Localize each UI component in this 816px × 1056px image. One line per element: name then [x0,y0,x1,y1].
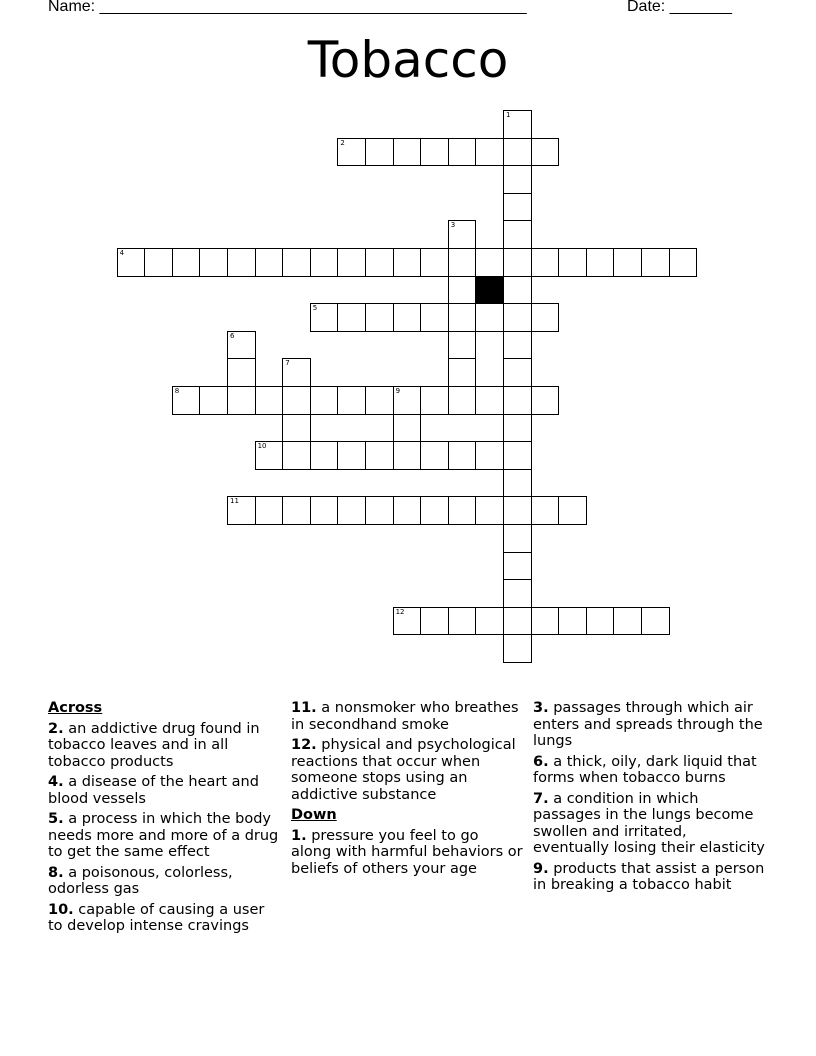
crossword-cell[interactable] [227,248,256,277]
crossword-cell[interactable] [365,248,394,277]
clue-number: 11 [230,497,239,506]
across-clue [48,721,280,771]
down-clue [533,791,765,857]
crossword-cell[interactable] [448,331,477,360]
clue-text: a nonsmoker who breathes in secondhand smoke [291,700,519,733]
clue-number: 1 [506,111,511,119]
crossword-cell[interactable] [503,193,532,222]
crossword-cell[interactable] [255,248,284,277]
clue-text: products that assist a person in breaking a tobacco habit [533,860,765,893]
crossword-cell[interactable] [365,496,394,525]
crossword-cell[interactable] [641,248,670,277]
clue-num: 4. [48,774,64,790]
crossword-cell[interactable] [144,248,173,277]
clue-text: physical and psychological reactions that occur when someone stops using an addictive substance [291,737,516,803]
crossword-cell[interactable] [531,248,560,277]
crossword-cell[interactable] [117,248,146,277]
crossword-cell[interactable] [172,248,201,277]
crossword-cell[interactable] [255,441,284,470]
clue-text: a disease of the heart and blood vessels [48,774,259,807]
crossword-cell[interactable] [365,441,394,470]
crossword-cell[interactable] [669,248,698,277]
crossword-cell[interactable] [255,386,284,415]
clue-number: 4 [119,249,125,257]
clue-num: 5. [48,811,64,827]
crossword-cell[interactable] [475,386,504,415]
crossword-cell[interactable] [448,138,477,167]
crossword-cell[interactable] [503,276,532,305]
crossword-cell[interactable] [337,303,366,332]
crossword-cell[interactable] [420,138,449,167]
clues-heading: Down [291,807,337,823]
crossword-cell[interactable] [393,138,422,167]
crossword-cell[interactable] [448,358,477,387]
crossword-cell[interactable] [310,496,339,525]
date-field[interactable]: Date: _______ [627,0,732,15]
crossword-cell[interactable] [531,607,560,636]
crossword-cell[interactable] [393,386,422,415]
crossword-cell[interactable] [503,165,532,194]
crossword-cell[interactable] [503,331,532,360]
page-title: Tobacco [307,31,509,89]
crossword-cell[interactable] [448,220,477,249]
clue-num: 12. [291,737,317,753]
crossword-cell[interactable] [503,358,532,387]
crossword-cell[interactable] [613,248,642,277]
clue-text: passages through which air enters and spreads through the lungs [533,700,763,749]
crossword-cell[interactable] [475,496,504,525]
crossword-cell[interactable] [475,248,504,277]
crossword-cell[interactable] [393,607,422,636]
crossword-cell[interactable] [337,441,366,470]
crossword-cell[interactable] [393,414,422,443]
clue-text: a condition in which passages in the lungs become swollen and irritated, eventually losing their elasticity [533,790,765,856]
crossword-cell[interactable] [448,276,477,305]
crossword-cell[interactable] [393,303,422,332]
clue-text: a poisonous, colorless, odorless gas [48,864,233,897]
across-clue [291,737,523,803]
crossword-cell[interactable] [255,496,284,525]
clue-text: a thick, oily, dark liquid that forms when tobacco burns [533,753,757,786]
clue-number: 9 [395,387,401,395]
crossword-cell[interactable] [448,386,477,415]
clue-num: 10. [48,901,74,918]
across-clue [48,811,280,861]
clues-column-3 [533,700,765,898]
crossword-cell[interactable] [310,441,339,470]
across-clue [48,902,280,935]
clue-num: 6. [533,753,549,770]
crossword-cell[interactable] [337,386,366,415]
crossword-cell[interactable] [531,138,560,167]
crossword-cell[interactable] [310,248,339,277]
crossword-cell[interactable] [227,386,256,415]
crossword-cell[interactable] [282,414,311,443]
crossword-cell[interactable] [282,441,311,470]
across-clue [48,774,280,807]
crossword-cell[interactable] [393,441,422,470]
clue-num: 7. [533,790,549,807]
crossword-cell[interactable] [503,303,532,332]
clues-column-2 [291,700,523,881]
clue-num: 8. [48,864,64,881]
crossword-cell[interactable] [448,441,477,470]
crossword-cell[interactable] [503,110,532,139]
crossword-cell[interactable] [420,607,449,636]
crossword-cell[interactable] [448,248,477,277]
crossword-cell[interactable] [531,386,560,415]
crossword-cell[interactable] [199,386,228,415]
name-field[interactable]: Name: ________________________________________________ [48,0,527,15]
crossword-cell[interactable] [337,138,366,167]
crossword-cell[interactable] [475,607,504,636]
crossword-cell[interactable] [641,607,670,636]
clue-text: an addictive drug found in tobacco leaves and in all tobacco products [48,720,260,770]
crossword-cell[interactable] [586,248,615,277]
crossword-cell[interactable] [475,303,504,332]
crossword-cell[interactable] [420,303,449,332]
crossword-cell[interactable] [420,496,449,525]
crossword-cell[interactable] [282,496,311,525]
crossword-cell[interactable] [365,138,394,167]
crossword-cell[interactable] [558,607,587,636]
crossword-cell[interactable] [531,303,560,332]
crossword-cell[interactable] [199,248,228,277]
crossword-cell[interactable] [420,248,449,277]
crossword-cell[interactable] [448,607,477,636]
clue-text: capable of causing a user to develop intense cravings [48,901,265,934]
crossword-cell[interactable] [503,138,532,167]
clue-num: 2. [48,720,64,737]
crossword-cell[interactable] [531,496,560,525]
crossword-cell[interactable] [503,552,532,581]
crossword-cell[interactable] [227,358,256,387]
crossword-cell[interactable] [586,607,615,636]
crossword-cell[interactable] [503,248,532,277]
crossword-cell[interactable] [475,138,504,167]
clues-heading: Across [48,700,103,716]
clue-num: 11. [291,700,317,716]
crossword-cell[interactable] [310,386,339,415]
down-clue [533,700,765,750]
crossword-cell[interactable] [337,496,366,525]
crossword-cell[interactable] [282,358,311,387]
crossword-cell[interactable] [282,386,311,415]
clue-number: 7 [285,359,290,368]
crossword-cell[interactable] [503,496,532,525]
crossword-cell[interactable] [475,441,504,470]
clue-num: 9. [533,860,549,877]
down-clue [533,754,765,787]
clue-number: 10 [257,442,267,451]
crossword-cell[interactable] [420,441,449,470]
clue-text: pressure you feel to go along with harmful behaviors or beliefs of others your age [291,827,523,877]
across-clue [291,700,523,733]
crossword-cell[interactable] [282,248,311,277]
crossword-cell[interactable] [393,496,422,525]
clue-text: a process in which the body needs more and more of a drug to get the same effect [48,811,279,860]
crossword-cell[interactable] [503,607,532,636]
clue-number: 2 [340,138,345,147]
down-clue [533,861,765,894]
crossword-cell[interactable] [337,248,366,277]
crossword-cell[interactable] [503,579,532,608]
crossword-cell[interactable] [448,496,477,525]
crossword-cell[interactable] [420,386,449,415]
clue-num: 3. [533,700,549,716]
crossword-cell[interactable] [503,469,532,498]
clue-number: 3 [450,221,456,230]
crossword-cell[interactable] [310,303,339,332]
crossword-cell[interactable] [227,331,256,360]
clues-column-1 [48,700,280,939]
clue-number: 8 [174,387,180,395]
clue-number: 5 [312,304,318,313]
across-clue [48,865,280,898]
crossword-cell[interactable] [448,303,477,332]
clue-num: 1. [291,827,307,844]
down-clue [291,828,523,878]
crossword-cell[interactable] [503,220,532,249]
crossword-cell[interactable] [365,303,394,332]
crossword-cell[interactable] [503,441,532,470]
crossword-cell[interactable] [365,386,394,415]
crossword-cell[interactable] [503,524,532,553]
crossword-cell[interactable] [558,496,587,525]
crossword-cell[interactable] [558,248,587,277]
crossword-cell[interactable] [227,496,256,525]
crossword-cell[interactable] [503,414,532,443]
crossword-cell[interactable] [613,607,642,636]
crossword-cell[interactable] [503,386,532,415]
crossword-cell[interactable] [393,248,422,277]
crossword-cell[interactable] [172,386,201,415]
crossword-cell[interactable] [503,634,532,663]
black-cell [475,276,504,305]
clue-number: 12 [395,607,405,616]
clue-number: 6 [230,331,235,340]
